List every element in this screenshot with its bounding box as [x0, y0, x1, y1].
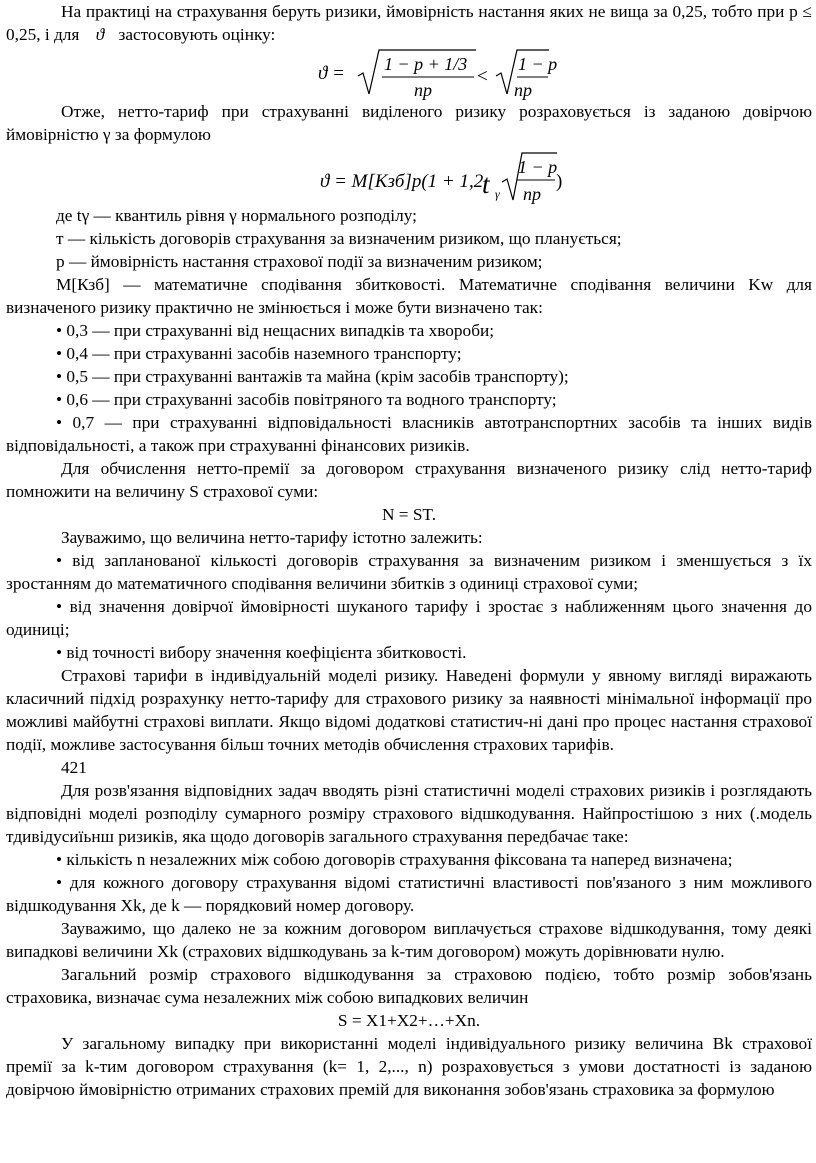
kw-value-item: • 0,3 — при страхуванні від нещасних випадків та хвороби; [56, 321, 495, 340]
risk-intro-text: На практиці на страхування беруть ризики, ймовірність настання яких не вища за 0,25, тобто при р ≤ 0,25, і для [6, 2, 812, 44]
definition-p: р — ймовірність настання страхової події за визначеним ризиком; [56, 252, 543, 271]
formula1-lhs: ϑ = [318, 63, 345, 84]
dependence-item: • від точності вибору значення коефіцієнта збитковості. [56, 643, 467, 662]
kw-value-item: • 0,4 — при страхуванні засобів наземного транспорту; [56, 344, 462, 363]
definition-t: т — кількість договорів страхування за визначеним ризиком, що планується; [56, 229, 622, 248]
dependence-item: • від запланованої кількості договорів страхування за визначеним ризиком і зменшується з їх зростанням до математичного сподівання величини збитків з одиниці страхової суми; [6, 551, 812, 593]
formula2-lhs: ϑ = M[Кзб]p(1 + 1,2 [320, 171, 484, 192]
formula-s-sum: S = X1+X2+…+Xn. [337, 1011, 481, 1030]
model-item: • кількість n незалежних між собою договорів страхування фіксована та наперед визначена; [56, 850, 733, 869]
formula-netto-tariff [6, 146, 812, 204]
formula1-denominator-2: np [514, 80, 532, 100]
paragraph-last: У загальному випадку при використанні моделі індивідуального ризику величина Bk страхової премії за k-тим договором страхування (k= 1, 2,..., n) розраховується з умови достатності із заданою довірчою ймовірністю отриманих страхових премій для виконання зобов'язань страховика за формулою [6, 1034, 812, 1099]
formula-n-equals-st: N = ST. [381, 505, 437, 524]
formula2-gamma: γ [495, 187, 500, 201]
formula-netto-tariff-svg [6, 146, 812, 204]
theta-symbol: ϑ [95, 25, 105, 44]
definition-m-kzb: М[Кзб] — математичне сподівання збитковості. Математичне сподівання величини Kw для визначеного ризику практично не змінюється і може бути визначено так: [6, 275, 812, 317]
formula-theta-estimate [6, 46, 812, 100]
formula1-denominator-1: np [414, 80, 432, 100]
document-page [6, 0, 812, 1101]
dependence-item: • від значення довірчої ймовірності шуканого тарифу і зростає з наближенням цього значення до одиниці; [6, 597, 812, 639]
paragraph-netto-premium: Для обчислення нетто-премії за договором страхування визначеного ризику слід нетто-тариф помножити на величину S страхової суми: [6, 459, 812, 501]
formula2-t: t [482, 169, 490, 199]
kw-value-item: • 0,5 — при страхуванні вантажів та майна (крім засобів транспорту); [56, 367, 569, 386]
formula1-numerator-1: 1 − p + 1/3 [384, 54, 468, 74]
paragraph-netto-intro: Отже, нетто-тариф при страхуванні виділеного ризику розраховується із заданою довірчою ймовірністю γ за формулою [6, 102, 812, 144]
paragraph-models: Для розв'язання відповідних задач вводять різні статистичні моделі страхових ризиків і розглядають відповідні моделі розподілу сумарного розміру страхового відшкодування. Найпростішою з них (.модель тдивідусиїьнш ризиків, яка щодо договорів загального страхування передбачає таке: [6, 781, 812, 846]
risk-intro-tail: застосовують оцінку: [118, 25, 276, 44]
paragraph-zero-claims: Зауважимо, що далеко не за кожним договором виплачується страхове відшкодування, тому деякі випадкові величини Xk (страхових відшкодувань за k-тим договором) можуть дорівнювати нулю. [6, 919, 812, 961]
formula1-relation: < [477, 66, 488, 87]
paragraph-note: Зауважимо, що величина нетто-тарифу істотно залежить: [61, 528, 483, 547]
definition-t-gamma: де tγ — квантиль рівня γ нормального розподілу; [56, 206, 417, 225]
kw-value-item: • 0,7 — при страхуванні відповідальності власників автотранспортних засобів та інших видів відповідальності, а також при страхуванні фінансових ризиків. [6, 413, 812, 455]
kw-value-item: • 0,6 — при страхуванні засобів повітряного та водного транспорту; [56, 390, 557, 409]
paragraph-total-claims: Загальний розмір страхового відшкодування за страховою подією, тобто розмір зобов'язань страховика, визначає сума незалежних між собою випадкових величин [6, 965, 812, 1007]
formula2-numerator: 1 − p [518, 157, 558, 177]
page-number: 421 [61, 758, 87, 777]
formula2-denominator: np [523, 184, 541, 204]
model-item: • для кожного договору страхування відомі статистичні властивості пов'язаного з ним можливого відшкодування Xk, де k — порядковий номер договору. [6, 873, 812, 915]
formula2-close: ) [556, 171, 563, 192]
formula-theta-estimate-svg [6, 46, 812, 100]
paragraph-individual-model: Страхові тарифи в індивідуальній моделі ризику. Наведені формули у явному вигляді виражають класичний підхід розрахунку нетто-тарифу для страхового ризику за наявності мінімальної інформації про можливі майбутні страхові виплати. Якщо відомі додаткові статистич-ні дані про процес настання страхової події, можливе застосування більш точних методів обчислення страхових тарифів. [6, 666, 812, 754]
paragraph-risk-intro [6, 0, 812, 46]
formula1-numerator-2: 1 − p [518, 54, 558, 74]
